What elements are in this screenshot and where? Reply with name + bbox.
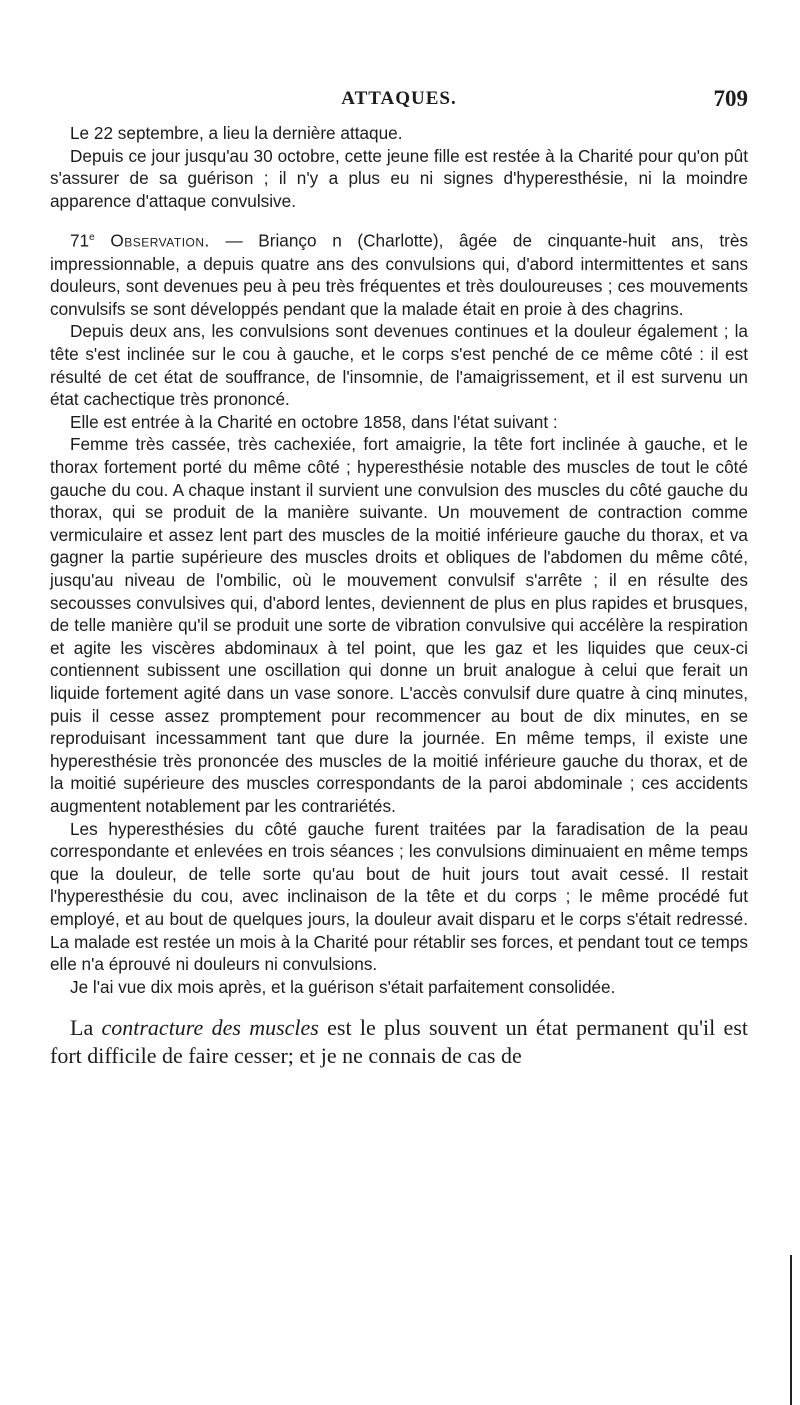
observation-label: Observation. xyxy=(110,231,210,252)
final-rest: est le plus souvent un état permanent qu'il est fort difficile de faire cesser; et je ne connais de cas de xyxy=(50,1015,748,1069)
observation-dash: — xyxy=(209,231,259,252)
paragraph-last-attack: Le 22 septembre, a lieu la dernière attaque. xyxy=(70,123,403,143)
paragraph-two-years: Depuis deux ans, les convulsions sont devenues continues et la douleur également ; la tête s'est inclinée sur le cou à gauche, et le corps s'est penché de ce même côté : il est résulté de cet état de souffrance, de l'insomnie, de l'amaigrissement, et il est survenu un état cachectique très prononcé. xyxy=(50,321,748,410)
paragraph-ten-months: Je l'ai vue dix mois après, et la guérison s'était parfaitement consolidée. xyxy=(70,976,616,997)
observation-paragraph xyxy=(50,227,748,320)
paragraph-since-that-day: Depuis ce jour jusqu'au 30 octobre, cette jeune fille est restée à la Charité pour qu'on pût s'assurer de sa guérison ; il n'y a plus eu ni signes d'hyperesthésie, ni la moindre apparence d'attaque convulsive. xyxy=(50,145,748,211)
running-head xyxy=(50,86,748,116)
observation-number: 71 xyxy=(70,231,90,252)
page-edge-mark xyxy=(790,1255,792,1405)
paragraph-entered-charite: Elle est entrée à la Charité en octobre 1858, dans l'état suivant : xyxy=(70,411,558,432)
final-emphasis: contracture des muscles xyxy=(101,1015,319,1041)
page-number: 709 xyxy=(713,86,748,111)
paragraph-treatment: Les hyperesthésies du côté gauche furent traitées par la faradisation de la peau correspondante et enlevées en trois séances ; les convulsions diminuaient en même temps que la douleur, de telle sorte qu'au bout de huit jours tout avait cessé. Il restait l'hyperesthésie du cou, avec inclinaison de la tête et du corps ; le même procédé fut employé, et au bout de quelques jours, la douleur avait disparu et le corps s'était redressé. La malade est restée un mois à la Charité pour rétablir ses forces, et pendant tout ce temps elle n'a éprouvé ni douleurs ni convulsions. xyxy=(50,818,748,975)
paragraph-patient-state: Femme très cassée, très cachexiée, fort amaigrie, la tête fort inclinée à gauche, et le thorax fortement porté du même côté ; hyperesthésie notable des muscles de tout le côté gauche du cou. A chaque instant il survient une convulsion des muscles du côté gauche du thorax, qui se produit de la manière suivante. Un mouvement de contraction comme vermiculaire et assez lent part des muscles de la moitié inférieure gauche du thorax, et va gagner la partie supérieure des muscles droits et obliques de l'abdomen du même côté, jusqu'au niveau de l'ombilic, où le mouvement convulsif s'arrête ; il en résulte des secousses convulsives qui, d'abord lentes, deviennent de plus en plus rapides et brusques, de telle manière qu'il se produit une sorte de vibration convulsive qui accélère la respiration et agite les viscères abdominaux à tel point, que les gaz et les liquides que ceux-ci contiennent subissent une oscillation qui donne un bruit analogue à celui que ferait un liquide fortement agité dans un vase sonore. L'accès convulsif dure quatre à cinq minutes, puis il cesse assez promptement pour recommencer au bout de dix minutes, en se reproduisant incessamment tant que dure la journée. En même temps, il existe une hyperesthésie très prononcée des muscles de la moitié inférieure gauche du thorax, et de la moitié supérieure des muscles correspondants de la paroi abdominale ; ces accidents augmentent notablement par les contrariétés. xyxy=(50,434,748,816)
body-text xyxy=(50,122,748,1070)
observation-superscript: e xyxy=(89,232,95,244)
running-title: ATTAQUES. xyxy=(341,88,457,109)
final-lead: La xyxy=(70,1015,102,1041)
paragraph-contracture xyxy=(50,1014,748,1070)
observation-text: Brianço n (Charlotte), âgée de cinquante-huit ans, très impressionnable, a depuis quatre ans des convulsions qui, d'abord intermittentes et sans douleurs, sont devenues peu à peu très fréquentes et très douloureuses ; ces mouvements convulsifs se sont développés pendant que la malade était en proie à des chagrins. xyxy=(50,231,748,319)
